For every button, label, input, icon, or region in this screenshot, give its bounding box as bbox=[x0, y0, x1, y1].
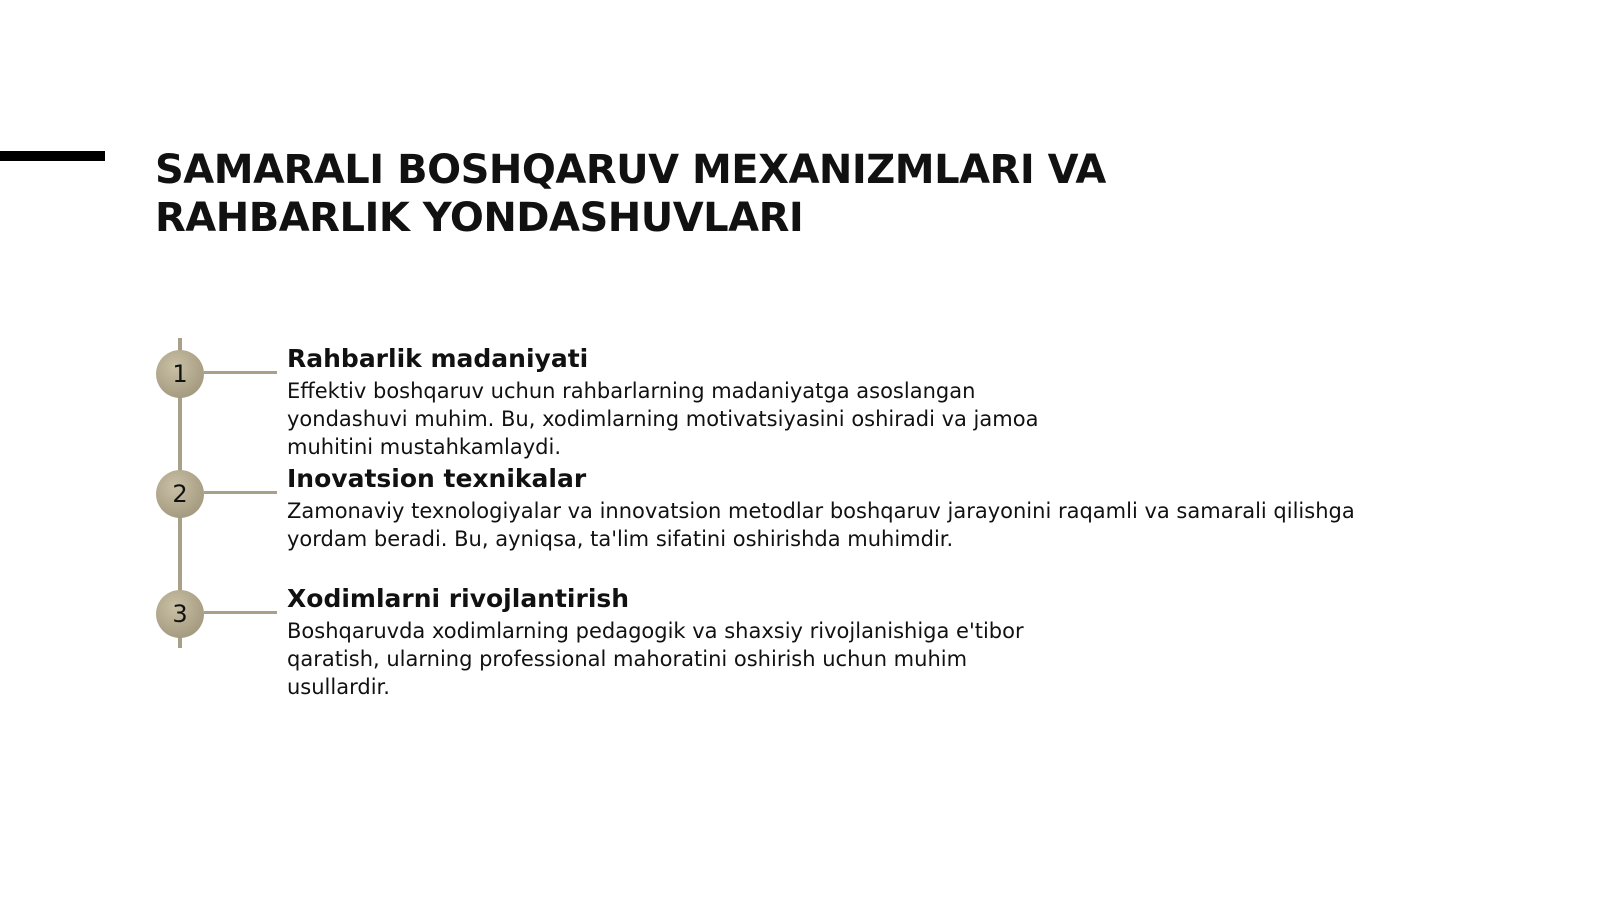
timeline-item-3 bbox=[287, 583, 1024, 701]
timeline-connector-2 bbox=[204, 491, 277, 494]
title-accent-bar bbox=[0, 151, 105, 161]
timeline-item-title: Rahbarlik madaniyati bbox=[287, 344, 589, 373]
description-line: yordam beradi. Bu, ayniqsa, ta'lim sifatini oshirishda muhimdir. bbox=[287, 527, 954, 551]
description-line: Boshqaruvda xodimlarning pedagogik va shaxsiy rivojlanishiga e'tibor bbox=[287, 619, 1024, 643]
timeline-node-number: 2 bbox=[172, 480, 188, 508]
timeline-item-title: Inovatsion texnikalar bbox=[287, 464, 587, 493]
timeline-item-2 bbox=[287, 463, 1355, 553]
slide-title-line: SAMARALI BOSHQARUV MEXANIZMLARI VA bbox=[155, 147, 1106, 193]
slide-title-line: RAHBARLIK YONDASHUVLARI bbox=[155, 195, 804, 241]
timeline-node-number: 3 bbox=[172, 600, 188, 628]
timeline-connector-1 bbox=[204, 371, 277, 374]
description-line: yondashuvi muhim. Bu, xodimlarning motivatsiyasini oshiradi va jamoa bbox=[287, 407, 1039, 431]
timeline-item-description bbox=[287, 497, 1355, 553]
slide-title bbox=[155, 146, 1355, 242]
timeline-item-description bbox=[287, 377, 1038, 461]
description-line: Zamonaviy texnologiyalar va innovatsion metodlar boshqaruv jarayonini raqamli va samarali qilishga bbox=[287, 499, 1355, 523]
timeline-item-description bbox=[287, 617, 1024, 701]
timeline-item-title: Xodimlarni rivojlantirish bbox=[287, 584, 630, 613]
description-line: Effektiv boshqaruv uchun rahbarlarning madaniyatga asoslangan bbox=[287, 379, 976, 403]
description-line: muhitini mustahkamlaydi. bbox=[287, 435, 562, 459]
description-line: usullardir. bbox=[287, 675, 390, 699]
timeline-node-1 bbox=[156, 350, 204, 398]
description-line: qaratish, ularning professional mahoratini oshirish uchun muhim bbox=[287, 647, 968, 671]
timeline-node-number: 1 bbox=[172, 360, 188, 388]
timeline-node-2 bbox=[156, 470, 204, 518]
timeline-item-1 bbox=[287, 343, 1038, 461]
timeline-node-3 bbox=[156, 590, 204, 638]
timeline-connector-3 bbox=[204, 611, 277, 614]
